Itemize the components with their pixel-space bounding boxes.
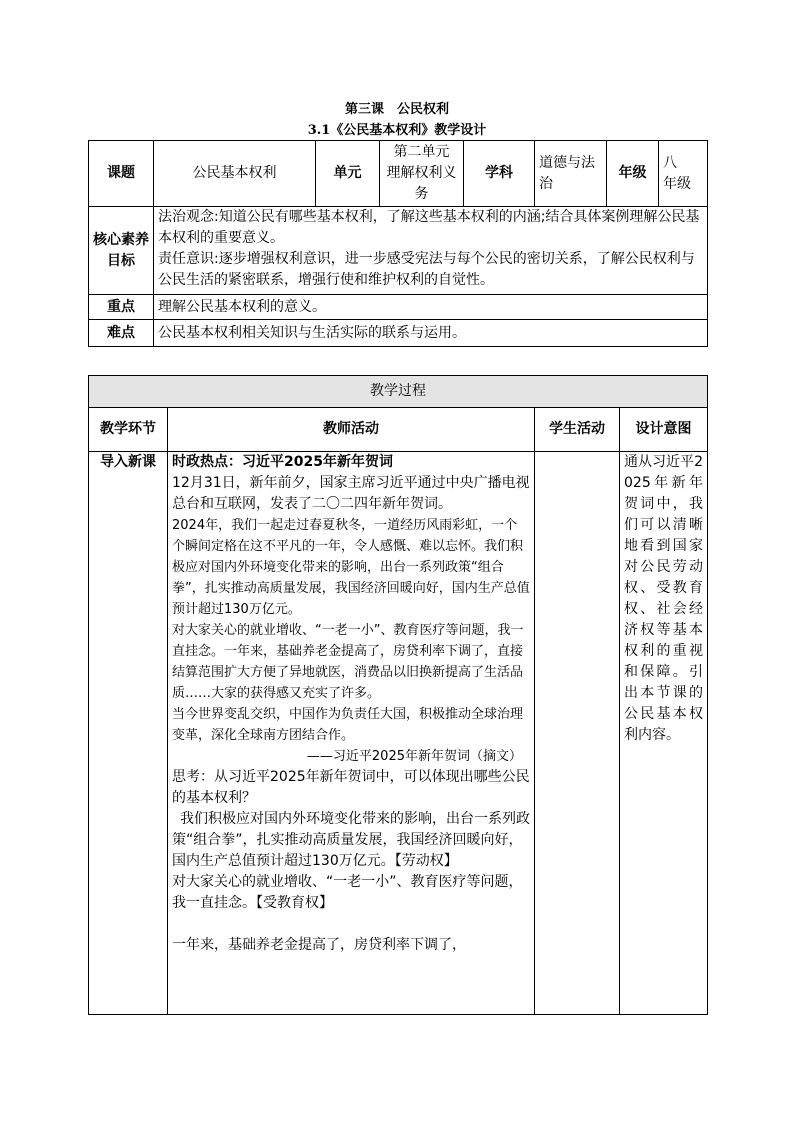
stage-cell: 导入新课 [89,452,168,1015]
process-title: 教学过程 [89,376,708,408]
goals-label: 核心素养目标 [89,207,154,295]
excerpt-paragraph: 当今世界变乱交织，中国作为负责任大国，积极推动全球治理变革，深化全球南方团结合作。 [172,707,524,743]
answer-paragraph: 对大家关心的就业增收、“一老一小”、教育医疗等问题，我一直挂念。【受教育权】 [172,874,523,911]
student-activity [535,452,620,1015]
answer-paragraph: 一年来，基础养老金提高了，房贷利率下调了， [172,937,466,953]
key-value: 理解公民基本权利的意义。 [154,295,708,320]
subject-label: 学科 [464,141,535,207]
teacher-activity [168,452,535,1015]
goal-item: 法治观念:知道公民有哪些基本权利，了解这些基本权利的内涵;结合具体案例理解公民基本权利的重要意义。 [158,209,700,246]
purpose-header: 设计意图 [620,408,708,452]
key-label: 重点 [89,295,154,320]
lesson-info-table [88,140,708,347]
stage-header: 教学环节 [89,408,168,452]
lesson-title: 第三课 公民权利 [344,102,449,117]
purpose-text: 通从习近平2025年新年贺词中，我们可以清晰地看到国家对公民劳动权、受教育权、社会经济权等基本权利的重视和保障。引出本节课的公民基本权利内容。 [624,454,703,743]
unit-value: 第二单元 理解权利义务 [380,141,464,207]
grade-value: 八 年级 [659,141,708,207]
answer-paragraph: 我们积极应对国内外环境变化带来的影响，出台一系列政策“组合拳”，扎实推动高质量发展，我国经济回暖向好，国内生产总值预计超过130万亿元。【劳动权】 [172,811,530,869]
goals-value [154,207,708,295]
answer-paragraph [172,914,530,935]
difficulty-label: 难点 [89,320,154,347]
subject-value: 道德与法治 [535,141,607,207]
teaching-process-table [88,375,708,1015]
design-title: 3.1《公民基本权利》教学设计 [307,123,487,138]
grade-label: 年级 [607,141,659,207]
excerpt-source: ——习近平2025年新年贺词（摘文） [306,749,522,764]
excerpt-paragraph: 对大家关心的就业增收、“一老一小”、教育医疗等问题，我一直挂念。一年来，基础养老金提高了，房贷利率下调了，直接结算范围扩大方便了异地就医，消费品以旧换新提高了生活品质……大家的获得感又充实了许多。 [172,623,524,701]
design-purpose [620,452,708,1015]
unit-label: 单元 [316,141,380,207]
activity-heading: 时政热点：习近平2025年新年贺词 [172,454,393,470]
topic-label: 课题 [89,141,154,207]
activity-intro: 12月31日，新年前夕，国家主席习近平通过中央广播电视总台和互联网，发表了二〇二四年新年贺词。 [172,475,530,512]
think-question: 思考：从习近平2025年新年贺词中，可以体现出哪些公民的基本权利？ [172,769,530,806]
goal-item: 责任意识:逐步增强权利意识，进一步感受宪法与每个公民的密切关系，了解公民权利与公民生活的紧密联系，增强行使和维护权利的自觉性。 [158,251,695,288]
student-header: 学生活动 [535,408,620,452]
teacher-header: 教师活动 [168,408,535,452]
difficulty-value: 公民基本权利相关知识与生活实际的联系与运用。 [154,320,708,347]
excerpt-paragraph: 2024年，我们一起走过春夏秋冬，一道经历风雨彩虹，一个个瞬间定格在这不平凡的一年，令人感慨、难以忘怀。我们积极应对国内外环境变化带来的影响，出台一系列政策“组合拳”，扎实推动高质量发展，我国经济回暖向好，国内生产总值预计超过130万亿元。 [172,518,530,617]
topic-value: 公民基本权利 [154,141,316,207]
